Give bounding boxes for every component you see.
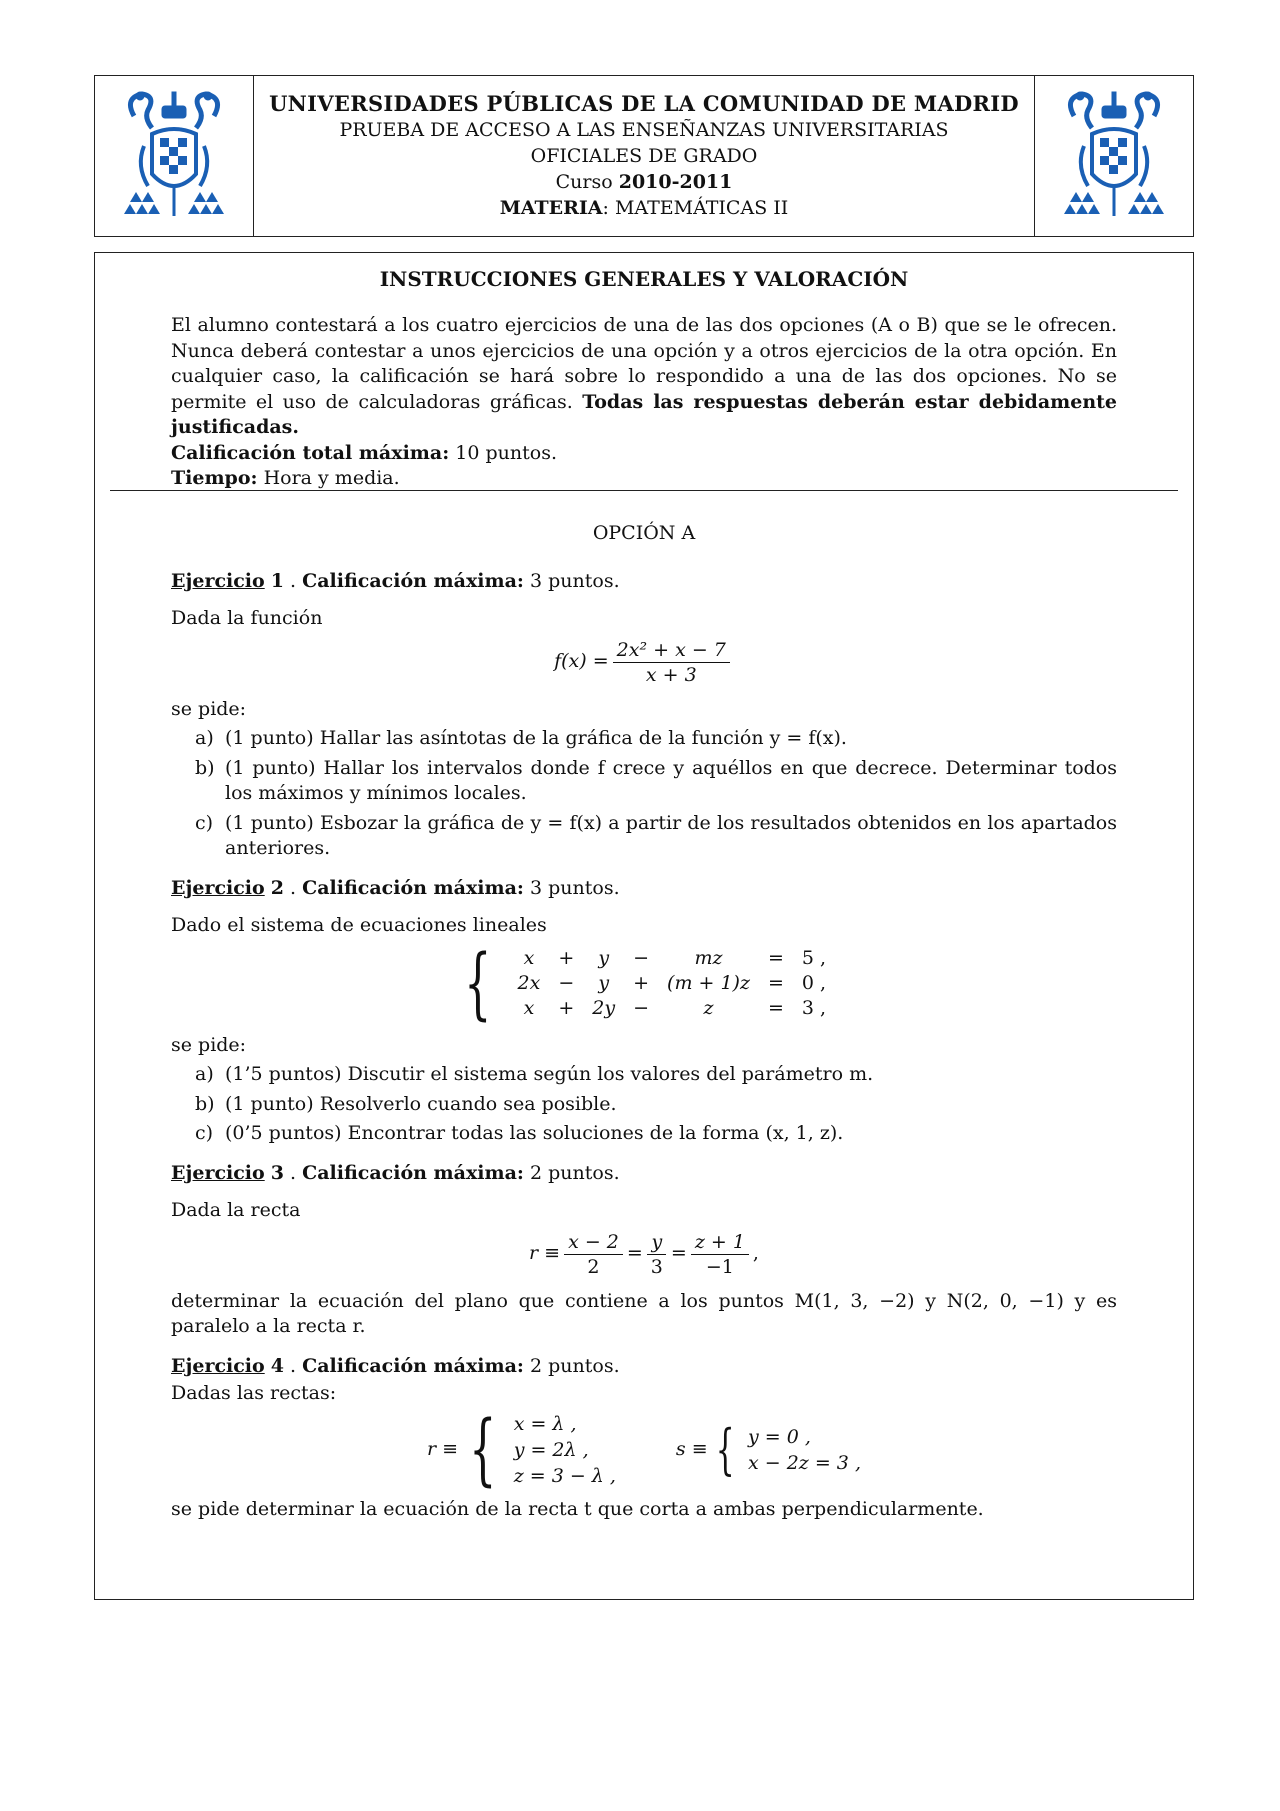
university-name: UNIVERSIDADES PÚBLICAS DE LA COMUNIDAD DE MADRID: [269, 91, 1019, 116]
exercise-word: Ejercicio: [171, 1354, 265, 1377]
brace: {: [715, 1417, 735, 1481]
exam-title-line: PRUEBA DE ACCESO A LAS ENSEÑANZAS UNIVERSITARIAS: [339, 119, 949, 141]
equals: =: [670, 1242, 687, 1265]
list-item: c) (1 punto) Esbozar la gráfica de y = f(x) a partir de los resultados obtenidos en los apartados anteriores.: [195, 811, 1117, 859]
max-grade-value: 10 puntos.: [455, 441, 557, 464]
exercise-items: [171, 726, 1117, 862]
instructions-bold: Todas las respuestas deberán estar debidamente justificadas.: [171, 390, 1118, 438]
header-text: [254, 76, 1034, 236]
brace: {: [464, 938, 492, 1029]
function-formula: [171, 638, 1117, 687]
university-crest-icon: [1054, 86, 1174, 226]
exercise-heading: Ejercicio 4 . Calificación máxima: 2 puntos.: [171, 1354, 620, 1377]
exercise-intro: Dada la función: [171, 607, 323, 629]
exercise-3: [171, 1161, 1117, 1340]
line-r: r ≡ { x = λ , y = 2λ , z = 3 − λ ,: [427, 1404, 616, 1495]
exercise-2: [171, 876, 1117, 1147]
grade-points: 3 puntos.: [530, 876, 620, 899]
exercise-number: 1: [270, 569, 284, 592]
option-title: OPCIÓN A: [592, 522, 696, 544]
divider: [110, 490, 1178, 491]
system-row: x + 2y − z = 3 ,: [523, 997, 827, 1019]
grade-label: Calificación máxima:: [302, 569, 524, 592]
exercise-word: Ejercicio: [171, 876, 265, 899]
exercise-heading: Ejercicio 1 . Calificación máxima: 3 puntos.: [171, 569, 620, 592]
line-r-lhs: r ≡: [427, 1437, 459, 1460]
fraction: $\frac{x - 2}{2}$: [564, 1230, 623, 1279]
grade-points: 2 puntos.: [530, 1161, 620, 1184]
brace: {: [469, 1404, 497, 1495]
exercise-word: Ejercicio: [171, 569, 265, 592]
max-grade-line: [171, 441, 1117, 467]
instructions-paragraph: [171, 313, 1117, 441]
exercise-4: [171, 1354, 1117, 1523]
exercise-heading: Ejercicio 3 . Calificación máxima: 2 puntos.: [171, 1161, 620, 1184]
se-pide: se pide:: [171, 1033, 247, 1056]
list-item: c) (0’5 puntos) Encontrar todas las soluciones de la forma (x, 1, z).: [195, 1122, 844, 1144]
logo-right: [1034, 76, 1193, 236]
exam-body: [94, 252, 1194, 1600]
time-value: Hora y media.: [263, 467, 400, 489]
course-label: Curso: [555, 171, 613, 193]
exercise-items: [171, 1062, 1117, 1147]
se-pide: se pide:: [171, 697, 247, 720]
subject-value: : MATEMÁTICAS II: [602, 197, 789, 219]
exercise-intro: Dadas las rectas:: [171, 1382, 337, 1404]
instructions-block: [171, 313, 1117, 492]
subject-label: MATERIA: [499, 197, 603, 219]
instructions-text: El alumno contestará a los cuatro ejercicios de una de las dos opciones (A o B) que se le ofrecen. Nunca deberá contestar a unos ejercicios de una opción y a otros ejercicios de la otra opción. En cualquier caso, la calificación se hará sobre lo respondido a una de las dos opciones. No se permite el uso de calculadoras gráficas.: [171, 314, 1117, 413]
exercise-heading: Ejercicio 2 . Calificación máxima: 3 puntos.: [171, 876, 620, 899]
fraction: $\frac{z + 1}{-1}$: [691, 1230, 749, 1279]
grade-label: Calificación máxima:: [302, 1354, 524, 1377]
list-item: b) (1 punto) Hallar los intervalos donde f crece y aquéllos en que decrece. Determinar todos los máximos y mínimos locales.: [195, 756, 1117, 804]
equals: =: [626, 1242, 643, 1265]
exercise-number: 4: [270, 1354, 284, 1377]
exercise-statement: determinar la ecuación del plano que contiene a los puntos M(1, 3, −2) y N(2, 0, −1) y es paralelo a la recta r.: [171, 1289, 1117, 1337]
system-row: 2x − y + (m + 1)z = 0 ,: [517, 972, 827, 994]
time-line: [171, 466, 1117, 492]
list-item: b) (1 punto) Resolverlo cuando sea posible.: [195, 1092, 617, 1115]
exercise-number: 3: [270, 1161, 284, 1184]
exercise-word: Ejercicio: [171, 1161, 265, 1184]
exercise-statement: se pide determinar la ecuación de la recta t que corta a ambas perpendicularmente.: [171, 1497, 984, 1520]
option-a: [171, 521, 1117, 1522]
linear-system: [171, 938, 1117, 1029]
course-value: 2010-2011: [618, 171, 733, 193]
logo-left: [95, 76, 254, 236]
line-equation: [171, 1230, 1117, 1279]
exam-subtitle-line: OFICIALES DE GRADO: [530, 145, 758, 167]
lines-definition: [171, 1404, 1117, 1495]
grade-points: 2 puntos.: [530, 1354, 620, 1377]
course-line: [556, 169, 733, 195]
grade-label: Calificación máxima:: [302, 876, 524, 899]
list-item: a) (1 punto) Hallar las asíntotas de la gráfica de la función y = f(x).: [195, 727, 847, 749]
exercise-intro: Dado el sistema de ecuaciones lineales: [171, 914, 547, 936]
function-lhs: f(x) =: [554, 650, 609, 673]
time-label: Tiempo:: [171, 467, 258, 489]
line-s-lhs: s ≡: [675, 1437, 708, 1460]
exercise-intro: Dada la recta: [171, 1199, 301, 1221]
list-item: a) (1’5 puntos) Discutir el sistema según los valores del parámetro m.: [195, 1063, 874, 1085]
line-s: s ≡ { y = 0 , x − 2z = 3 ,: [675, 1417, 861, 1481]
function-fraction: [613, 638, 730, 687]
line-lhs: r ≡: [529, 1242, 561, 1265]
system-table: [509, 946, 836, 1021]
university-crest-icon: [114, 86, 234, 226]
instructions-title: INSTRUCCIONES GENERALES Y VALORACIÓN: [379, 267, 909, 291]
exam-header: [94, 75, 1194, 237]
grade-label: Calificación máxima:: [302, 1161, 524, 1184]
max-grade-label: Calificación total máxima:: [171, 441, 450, 464]
fraction: $\frac{y}{3}$: [647, 1230, 667, 1279]
subject-line: [500, 195, 789, 221]
comma: ,: [752, 1242, 759, 1265]
exercise-number: 2: [270, 876, 284, 899]
fraction-denominator: x + 3: [645, 663, 697, 686]
fraction-numerator: 2x² + x − 7: [613, 638, 730, 663]
grade-points: 3 puntos.: [530, 569, 620, 592]
exercise-1: [171, 569, 1117, 862]
system-row: x + y − mz = 5 ,: [523, 947, 827, 969]
